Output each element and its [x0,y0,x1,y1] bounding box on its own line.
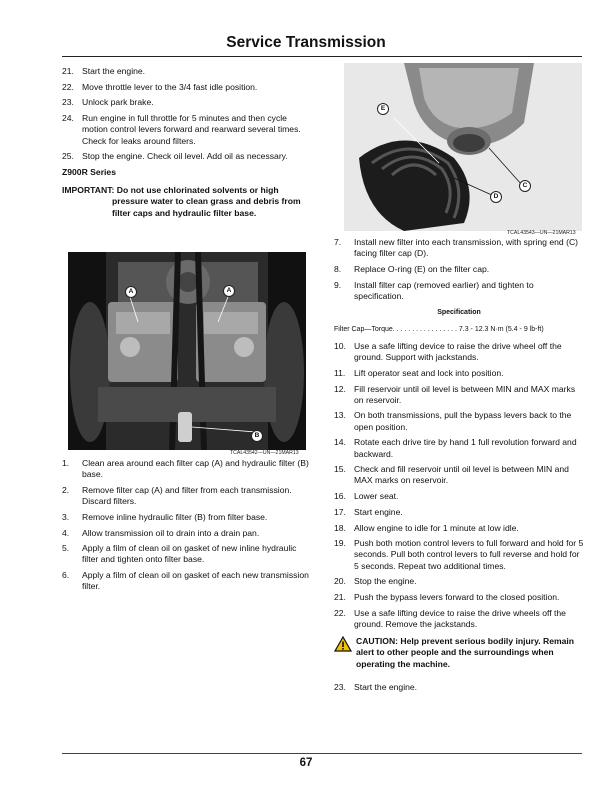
list-item: 17. Start engine. [334,506,403,517]
list-item: 8. Replace O-ring (E) on the filter cap. [334,263,490,274]
callout-a-right: A [223,285,235,297]
list-item: 5. Apply a film of clean oil on gasket of new inline hydraulic filter and tighten onto filter base. [62,543,297,565]
list-item: 21. Start the engine. [62,66,146,76]
series-heading: Z900R Series [62,166,116,177]
list-item: 4. Allow transmission oil to drain into a drain pan. [62,527,260,538]
list-item: 9. Install filter cap (removed earlier) and tighten to specification. [334,279,534,301]
warning-icon [334,636,352,652]
list-item: 1. Clean area around each filter cap (A) and hydraulic filter (B) base. [62,458,309,480]
list-item: 15. Check and fill reservoir until oil level is between MIN and MAX marks on reservoir. [334,464,569,486]
list-item: 23. Start the engine. [334,681,418,692]
list-item: 22. Use a safe lifting device to raise the drive wheels off the ground. Remove the jackstands. [334,607,566,629]
list-item: 19. Push both motion control levers to full forward and hold for 5 seconds. Pull both control levers to full reverse and hold for 5 seconds. Repeat two additional times. [334,538,584,571]
left-steps-bottom [62,458,312,597]
list-item: 7. Install new filter into each transmission, with spring end (C) facing filter cap (D). [334,237,579,259]
callout-c: C [519,180,531,192]
page-number: 67 [299,757,313,769]
figure-caption-left: TCAL43542—UN—21MAR13 [230,450,299,456]
figure-caption-right: TCAL43543—UN—21MAR13 [507,230,576,236]
list-item: 16. Lower seat. [334,491,399,502]
list-item: 25. Stop the engine. Check oil level. Add oil as necessary. [62,151,288,162]
list-item: 14. Rotate each drive tire by hand 1 full revolution forward and backward. [334,437,577,459]
transmission-illustration [68,252,306,450]
callout-a-left: A [125,286,137,298]
list-item: 10. Use a safe lifting device to raise the drive wheel off the ground. Support with jackstands. [334,340,562,363]
list-item: 11. Lift operator seat and lock into position. [334,367,504,378]
list-item: 23. Unlock park brake. [62,97,154,108]
transmission-photo [68,252,306,450]
steps-top-list [62,66,312,162]
caution-notice [334,636,584,670]
footer-rule [62,753,582,754]
left-column [62,66,312,227]
list-item: 20. Stop the engine. [334,576,417,587]
important-notice: IMPORTANT: Do not use chlorinated solvents or high pressure water to clean grass and debris from filter caps and hydraulic filter base. [62,185,301,218]
list-item: 13. On both transmissions, pull the bypass levers back to the open position. [334,410,572,432]
callout-e: E [377,103,389,115]
list-item: 3. Remove inline hydraulic filter (B) from filter base. [62,511,268,522]
callout-d: D [490,191,502,203]
page-title: Service Transmission [226,34,386,51]
header-rule [62,56,582,57]
list-item: 12. Fill reservoir until oil level is between MIN and MAX marks on reservoir. [334,383,576,405]
filter-illustration [344,63,582,231]
specification-line: Filter Cap—Torque. . . . . . . . . . . . . . . . . 7.3 - 12.3 N·m (5.4 - 9 lb-ft) [334,325,544,333]
right-column [334,237,584,698]
list-item: 24. Run engine in full throttle for 5 minutes and then cycle motion control levers forward and rearward several times. Check for leaks around filters. [62,113,301,146]
filter-photo [344,63,582,231]
list-item: 22. Move throttle lever to the 3/4 fast idle position. [62,81,258,92]
list-item: 6. Apply a film of clean oil on gasket of each new transmission filter. [62,570,309,592]
caution-text: CAUTION: Help prevent serious bodily injury. Remain alert to other people and the surroundings when operating the machine. [356,636,575,669]
callout-b: B [251,430,263,442]
specification-block [334,307,584,335]
list-item: 18. Allow engine to idle for 1 minute at low idle. [334,522,519,533]
list-item: 21. Push the bypass levers forward to the closed position. [334,592,560,603]
list-item: 2. Remove filter cap (A) and filter from each transmission. Discard filters. [62,484,292,507]
specification-heading: Specification [437,308,481,316]
